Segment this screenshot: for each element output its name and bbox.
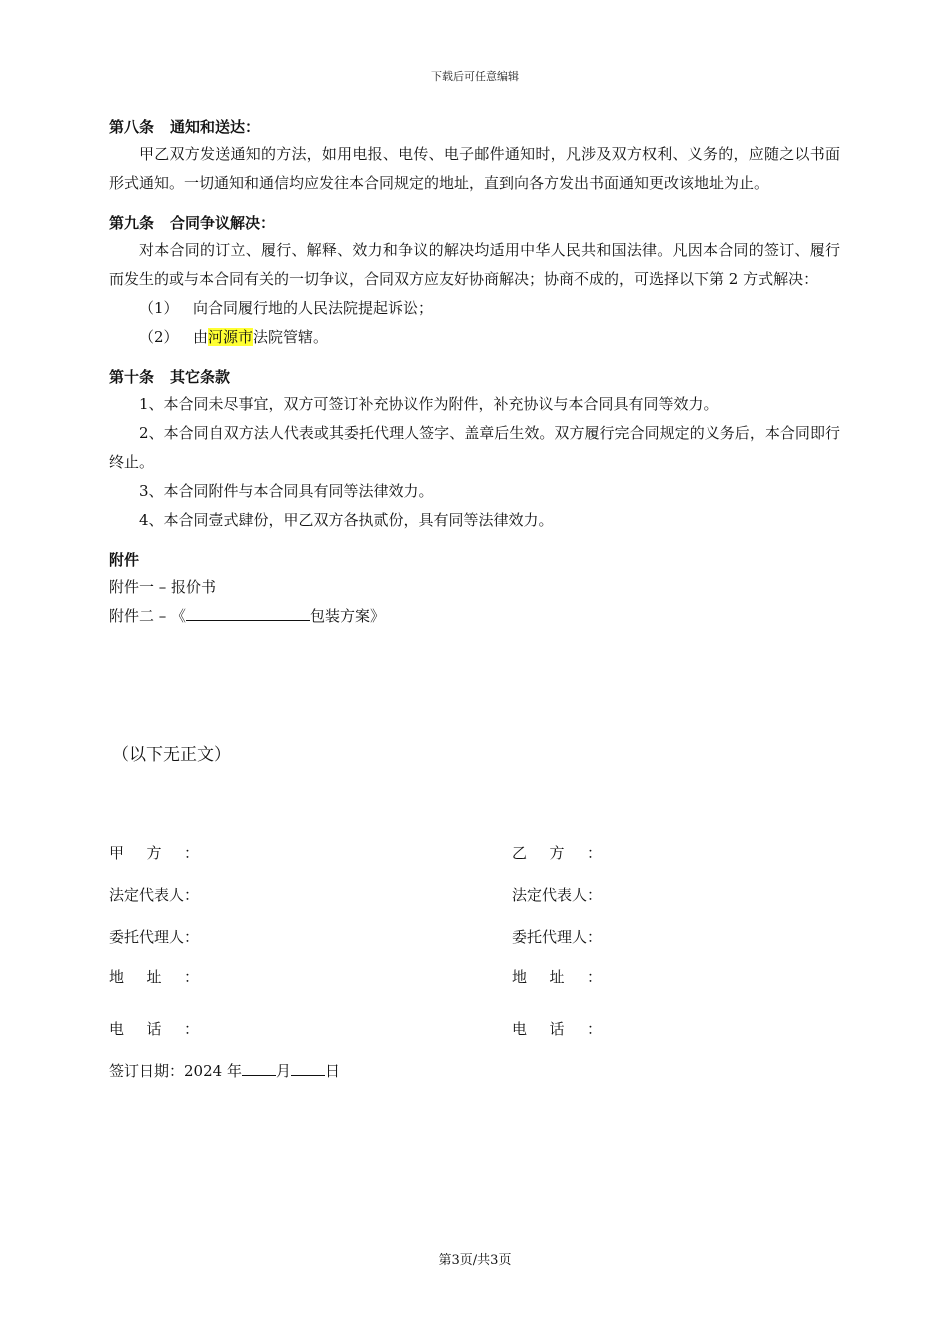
contract-body bbox=[109, 114, 840, 631]
option-2-pre: 由 bbox=[193, 328, 209, 346]
option-2-number: （2） bbox=[139, 328, 179, 346]
day-label: 日 bbox=[324, 1062, 340, 1080]
option-1-text: 向合同履行地的人民法院提起诉讼； bbox=[193, 299, 434, 317]
party-a-agent: 委托代理人： bbox=[109, 928, 200, 946]
article-8-title: 通知和送达： bbox=[170, 118, 261, 136]
option-1-number: （1） bbox=[139, 299, 179, 317]
page-footer: 第3页/共3页 bbox=[438, 1253, 512, 1268]
article-9-option-2 bbox=[109, 323, 840, 352]
day-blank[interactable] bbox=[291, 1061, 325, 1076]
article-8-paragraph: 甲乙双方发送通知的方法，如用电报、电传、电子邮件通知时，凡涉及双方权利、义务的，应随之以书面形式通知。一切通知和通信均应发往本合同规定的地址，直到向各方发出书面通知更改该地址为止。 bbox=[109, 145, 840, 192]
attachment-2 bbox=[109, 602, 840, 631]
party-b-address: 地址： bbox=[512, 968, 602, 986]
party-a-address: 地址： bbox=[109, 968, 199, 986]
article-8-heading bbox=[109, 114, 840, 140]
party-b-legal-rep: 法定代表人： bbox=[512, 886, 603, 904]
attachment-1: 附件一 – 报价书 bbox=[109, 578, 217, 596]
article-10-clause-2: 2、本合同自双方法人代表或其委托代理人签字、盖章后生效。双方履行完合同规定的义务后，本合同即行终止。 bbox=[109, 424, 840, 471]
party-b-agent: 委托代理人： bbox=[512, 928, 603, 946]
no-more-text-note: （以下无正文） bbox=[112, 745, 231, 765]
attachment-2-blank[interactable] bbox=[186, 606, 310, 621]
party-a-legal-rep: 法定代表人： bbox=[109, 886, 200, 904]
attachments-heading: 附件 bbox=[109, 551, 140, 569]
article-9-option-1 bbox=[109, 294, 840, 323]
page-header: 下载后可任意编辑 bbox=[431, 70, 519, 83]
article-9-heading bbox=[109, 210, 840, 236]
article-9-number: 第九条 bbox=[109, 214, 155, 232]
article-8 bbox=[109, 114, 840, 198]
party-a-phone: 电话： bbox=[109, 1020, 199, 1038]
party-b-label: 乙方： bbox=[512, 844, 602, 862]
article-9-title: 合同争议解决： bbox=[170, 214, 276, 232]
highlighted-city: 河源市 bbox=[208, 328, 254, 346]
option-2-post: 法院管辖。 bbox=[253, 328, 329, 346]
attachment-2-post: 包装方案》 bbox=[310, 607, 386, 625]
article-10-number: 第十条 bbox=[109, 368, 155, 386]
signing-date bbox=[109, 1060, 340, 1081]
signing-date-prefix: 签订日期：2024 年 bbox=[109, 1062, 242, 1080]
article-9-paragraph: 对本合同的订立、履行、解释、效力和争议的解决均适用中华人民共和国法律。凡因本合同的签订、履行而发生的或与本合同有关的一切争议，合同双方应友好协商解决；协商不成的，可选择以下第 2 方式解决： bbox=[109, 241, 840, 288]
party-a-label: 甲方： bbox=[109, 844, 199, 862]
article-10-heading bbox=[109, 364, 840, 390]
article-9 bbox=[109, 210, 840, 352]
attachment-2-pre: 附件二 – 《 bbox=[109, 607, 187, 625]
attachments-section bbox=[109, 547, 840, 631]
month-label: 月 bbox=[275, 1062, 291, 1080]
party-b-phone: 电话： bbox=[512, 1020, 602, 1038]
article-10-clause-4: 4、本合同壹式肆份，甲乙双方各执贰份，具有同等法律效力。 bbox=[139, 511, 554, 529]
article-8-number: 第八条 bbox=[109, 118, 155, 136]
article-10-clause-1: 1、本合同未尽事宜，双方可签订补充协议作为附件，补充协议与本合同具有同等效力。 bbox=[139, 395, 719, 413]
article-10-title: 其它条款 bbox=[170, 368, 231, 386]
article-10-clause-3: 3、本合同附件与本合同具有同等法律效力。 bbox=[139, 482, 434, 500]
month-blank[interactable] bbox=[242, 1061, 276, 1076]
article-10 bbox=[109, 364, 840, 535]
